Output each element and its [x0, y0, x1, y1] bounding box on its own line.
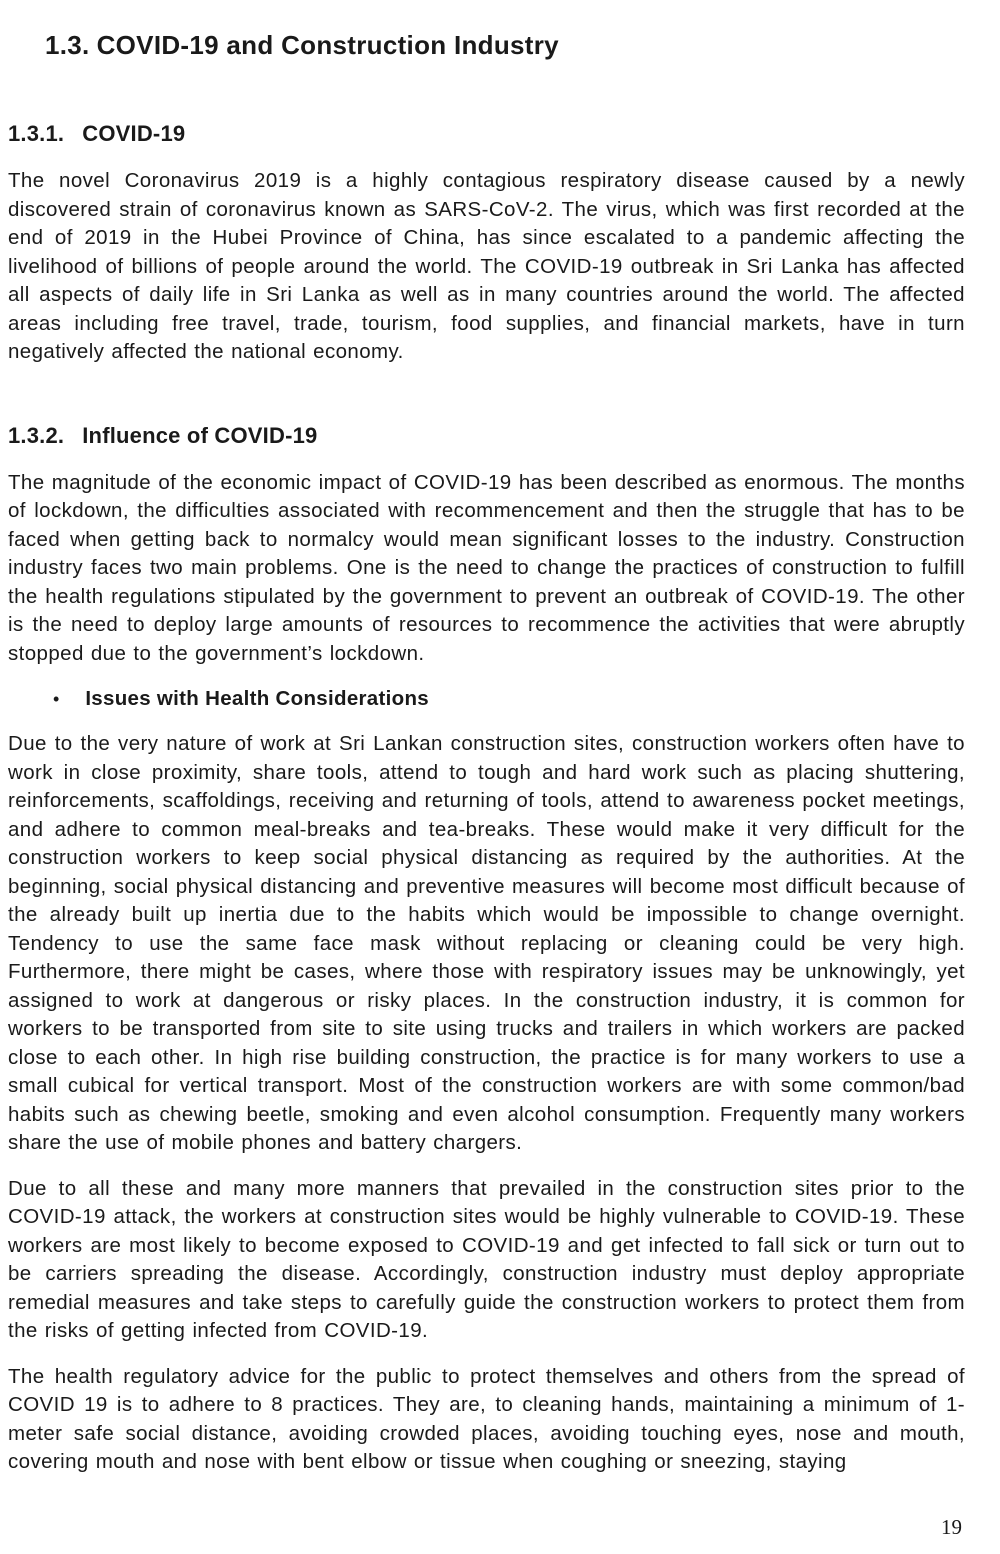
- page-number: 19: [941, 1515, 962, 1539]
- section-title: COVID-19 and Construction Industry: [96, 30, 559, 60]
- section-heading-1-3: [45, 30, 965, 61]
- paragraph-economic-impact: The magnitude of the economic impact of COVID-19 has been described as enormous. The months of lockdown, the difficulties associated with recommencement and then the struggle that has to be faced when getting back to normalcy would mean significant losses to the industry. Construction industry faces two main problems. One is the need to change the practices of construction to fulfill the health regulations stipulated by the government to prevent an outbreak of COVID-19. The other is the need to deploy large amounts of resources to recommence the activities that were abruptly stopped due to the government’s lockdown.: [8, 470, 965, 665]
- subsection-heading-1-3-1: [8, 121, 965, 147]
- paragraph-nature-of-work: Due to the very nature of work at Sri Lankan construction sites, construction workers often have to work in close proximity, share tools, attend to tough and hard work such as placing shuttering, reinforcements, scaffoldings, receiving and returning of tools, attend to awareness pocket meetings, and adhere to common meal-breaks and tea-breaks. These would make it very difficult for the construction workers to keep social physical distancing as required by the authorities. At the beginning, social physical distancing and preventive measures will become most difficult because of the already built up inertia due to the habits which would be impossible to change overnight. Tendency to use the same face mask without replacing or cleaning could be very high. Furthermore, there might be cases, where those with respiratory issues may be unknowingly, yet assigned to work at dangerous or risky places. In the construction industry, it is common for workers to be transported from site to site using trucks and trailers in which workers are packed close to each other. In high rise building construction, the practice is for many workers to use a small cubical for vertical transport. Most of the construction workers are with some common/bad habits such as chewing beetle, smoking and even alcohol consumption. Frequently many workers share the use of mobile phones and battery chargers.: [8, 732, 965, 1154]
- paragraph-health-advice: The health regulatory advice for the public to protect themselves and others from the spread of COVID 19 is to adhere to 8 practices. They are, to cleaning hands, maintaining a minimum of 1-meter safe social distance, avoiding crowded places, avoiding touching eyes, nose and mouth, covering mouth and nose with bent elbow or tissue when coughing or sneezing, staying: [8, 1364, 965, 1473]
- subsection-number: 1.3.2.: [8, 422, 65, 448]
- subsection-title: Influence of COVID-19: [82, 422, 318, 448]
- subsection-heading-1-3-2: [8, 423, 965, 449]
- paragraph-covid19-overview: The novel Coronavirus 2019 is a highly contagious respiratory disease caused by a newly discovered strain of coronavirus known as SARS-CoV-2. The virus, which was first recorded at the end of 2019 in the Hubei Province of China, has since escalated to a pandemic affecting the livelihood of billions of people around the world. The COVID-19 outbreak in Sri Lanka has affected all aspects of daily life in Sri Lanka as well as in many countries around the world. The affected areas including free travel, trade, tourism, food supplies, and financial markets, have in turn negatively affected the national economy.: [8, 169, 965, 363]
- bullet-label: Issues with Health Considerations: [85, 687, 429, 710]
- subsection-number: 1.3.1.: [8, 121, 65, 146]
- bullet-item-health-considerations: [8, 685, 965, 713]
- subsection-title: COVID-19: [82, 121, 186, 146]
- paragraph-worker-vulnerability: Due to all these and many more manners that prevailed in the construction sites prior to the COVID-19 attack, the workers at construction sites would be highly vulnerable to COVID-19. These workers are most likely to become exposed to COVID-19 and get infected to fall sick or turn out to be carriers spreading the disease. Accordingly, construction industry must deploy appropriate remedial measures and take steps to carefully guide the construction workers to protect them from the risks of getting infected from COVID-19.: [8, 1176, 965, 1342]
- bullet-icon: •: [53, 689, 60, 709]
- section-number: 1.3.: [45, 30, 90, 60]
